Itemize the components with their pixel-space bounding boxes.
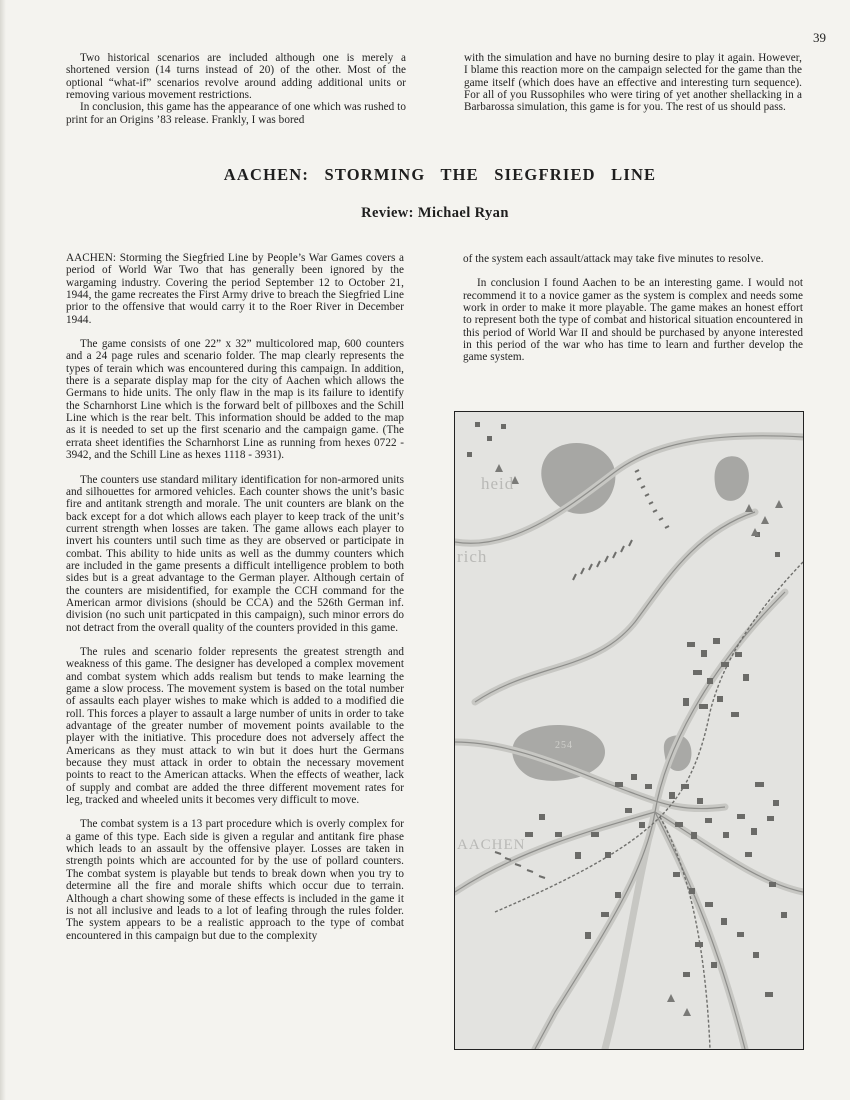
map-drawing <box>455 412 803 1049</box>
article-paragraph: The rules and scenario folder represents the greatest strength and weakness of this game. The designer has developed a complex movement and combat system which adds realism but tends to make learning the game a slow process. The movement system is based on the total number of assaults each player wishes to make which is added to a modified die roll. This forces a player to assault a large number of units in order to take advantage of the greater number of movement points available to the player with the initiative. This procedure does not adversely affect the Americans as they must attack to win but it does hurt the Germans because they must attack in order to obtain the necessary movement points to react to the American attacks. When the effects of weather, lack of supply and combat are added the three different movement rates for leg, tracked and wheeled units it becomes very difficult to move. <box>66 645 404 807</box>
article-paragraph: The game consists of one 22” x 32” multicolored map, 600 counters and a 24 page rules and scenario folder. The map clearly represents the types of terain which was encountered during this campaign. In addition, there is a separate display map for the city of Aachen which allows the Germans to hide units. The only flaw in the map is its failure to identify the Scharnhorst Line which is the forward belt of pillboxes and the Schill Line which is the rear belt. This information should be added to the map as it is needed to set up the first scenario and the campaign game. (The errata sheet identifies the Scharnhorst Line as running from hexes 0722 - 3942, and the Schill Line as hexes 1118 - 3931). <box>66 338 404 462</box>
article-title: AACHEN: STORMING THE SIEGFRIED LINE <box>223 165 657 184</box>
map-label-rich: rich <box>457 547 488 566</box>
previous-review-paragraph: Two historical scenarios are included although one is merely a shortened version (14 turns instead of 20) of the other. Most of the optional “what-if” scenarios revolve around adding additional units or removing various movement restrictions. <box>66 52 406 102</box>
article-paragraph: of the system each assault/attack may take five minutes to resolve. <box>463 253 764 265</box>
previous-review-paragraph: In conclusion, this game has the appearance of one which was rushed to print for an Origins ’83 release. Frankly, I was bored <box>66 101 406 126</box>
article-byline: Review: Michael Ryan <box>361 205 509 221</box>
map-label-heid: heid <box>481 474 515 493</box>
previous-review-left-column <box>66 52 406 126</box>
previous-review-paragraph: with the simulation and have no burning desire to play it again. However, I blame this reaction more on the campaign selected for the game than the game itself (which does have an effective and interesting turn sequence). For all of you Russophiles who were tiring of yet another shellacking in a Barbarossa simulation, this game is for you. The rest of us should pass. <box>464 52 802 114</box>
page-number: 39 <box>813 30 826 45</box>
article-left-column <box>66 252 404 942</box>
map-label-aachen: AACHEN <box>457 837 526 853</box>
article-paragraph: The counters use standard military identification for non-armored units and silhouettes for armored vehicles. Each counter shows the unit’s basic fire and antitank strength and morale. The unit counters are blank on the back except for a dot which allows each player to keep track of the unit’s current strength when losses are taken. The game allows each player to invert his counters until such time as they are observed or participate in combat. This ability to hide units as well as the dummy counters which are included in the game presents a difficult intelligence problem to both sides but is a great advantage to the German player. Although certain of the counters are misidentified, for example the CCH command for the American armor divisions (should be CCA) and the 526th German inf. division (no such unit particpated in this campaign), such minor errors do not detract from the overall quality of the counters provided in this game. <box>66 473 404 634</box>
article-paragraph: In conclusion I found Aachen to be an interesting game. I would not recommend it to a novice gamer as the system is complex and needs some work in order to make it more playable. The game makes an honest effort to represent both the type of combat and historical situation encountered in this period of World War II and should be purchased by anyone interested in this period of the war who has time to learn and further develop the game system. <box>463 277 803 364</box>
map-label-elevation: 254 <box>555 740 573 751</box>
previous-review-right-column <box>464 52 802 114</box>
map-illustration <box>454 411 804 1050</box>
article-right-column <box>463 253 803 364</box>
article-paragraph: The combat system is a 13 part procedure which is overly complex for a game of this type. Each side is given a regular and antitank fire phase which leads to an assault by the offensive player. Losses are taken in strength points which are accounted for by the use of pollard counters. The combat system is playable but tends to break down when you try to determine all the fire and morale shifts which occur due to terrain. Although a chart showing some of these effects is included in the game it is not all inclusive and leads to a lot of leafing through the rules folder. The system appears to be a realistic approach to the type of combat encountered in this campaign but due to the complexity <box>66 818 404 942</box>
article-paragraph: AACHEN: Storming the Siegfried Line by People’s War Games covers a period of World War Two that has generally been ignored by the wargaming industry. Covering the period September 12 to October 21, 1944, the game recreates the First Army drive to breach the Siegfried Line prior to the offensive that would carry it to the Roer River in December 1944. <box>66 252 404 326</box>
